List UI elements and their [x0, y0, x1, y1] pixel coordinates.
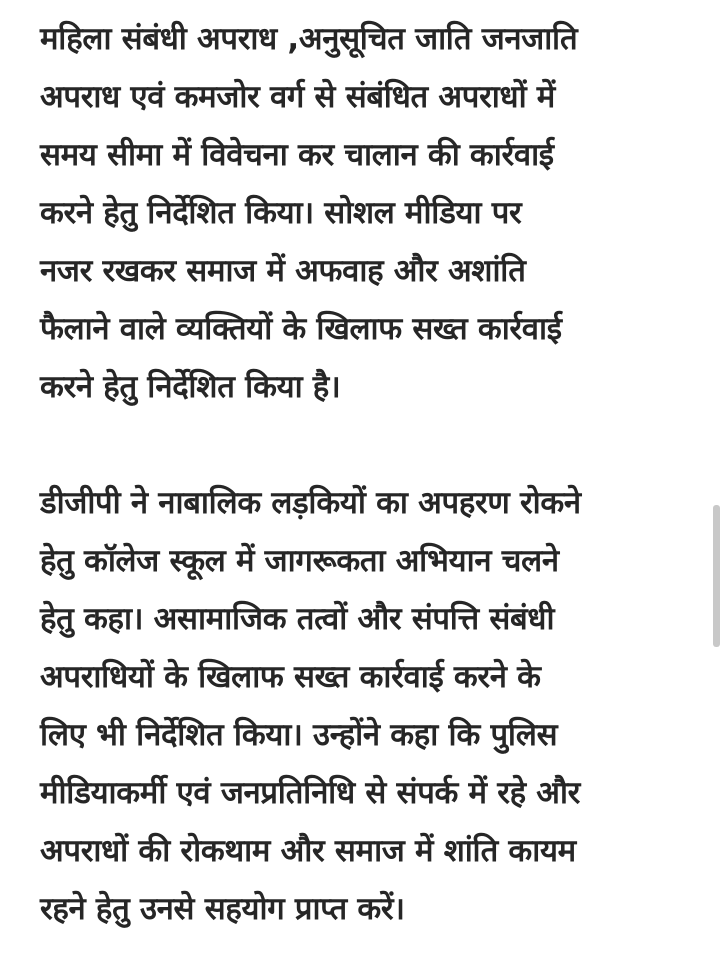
paragraph-spacer	[40, 416, 690, 474]
vertical-scrollbar[interactable]	[713, 505, 720, 647]
paragraph-line: नजर रखकर समाज में अफवाह और अशांति	[40, 253, 526, 289]
paragraph-line: हेतु कहा। असामाजिक तत्वों और संपत्ति संबंधी	[40, 601, 555, 637]
paragraph-line: अपराध एवं कमजोर वर्ग से संबंधित अपराधों में	[40, 79, 556, 115]
paragraph-line: अपराधों की रोकथाम और समाज में शांति कायम	[40, 833, 576, 869]
paragraph-line: डीजीपी ने नाबालिक लड़कियों का अपहरण रोकने	[40, 485, 581, 521]
paragraph-line: लिए भी निर्देशित किया। उन्होंने कहा कि पुलिस	[40, 717, 558, 753]
paragraph-line: रहने हेतु उनसे सहयोग प्राप्त करें।	[40, 891, 405, 927]
paragraph-line: समय सीमा में विवेचना कर चालान की कार्रवाई	[40, 137, 554, 173]
paragraph-line: फैलाने वाले व्यक्तियों के खिलाफ सख्त कार्रवाई	[40, 311, 562, 347]
article-paragraph-2	[40, 474, 690, 938]
paragraph-line: हेतु कॉलेज स्कूल में जागरूकता अभियान चलने	[40, 543, 559, 579]
article-paragraph-1	[40, 10, 690, 416]
paragraph-line: अपराधियों के खिलाफ सख्त कार्रवाई करने के	[40, 659, 541, 695]
paragraph-line: महिला संबंधी अपराध ,अनुसूचित जाति जनजाति	[40, 21, 578, 57]
paragraph-line: करने हेतु निर्देशित किया। सोशल मीडिया पर	[40, 195, 522, 231]
paragraph-line: करने हेतु निर्देशित किया है।	[40, 369, 341, 405]
paragraph-line: मीडियाकर्मी एवं जनप्रतिनिधि से संपर्क में रहे और	[40, 775, 581, 811]
